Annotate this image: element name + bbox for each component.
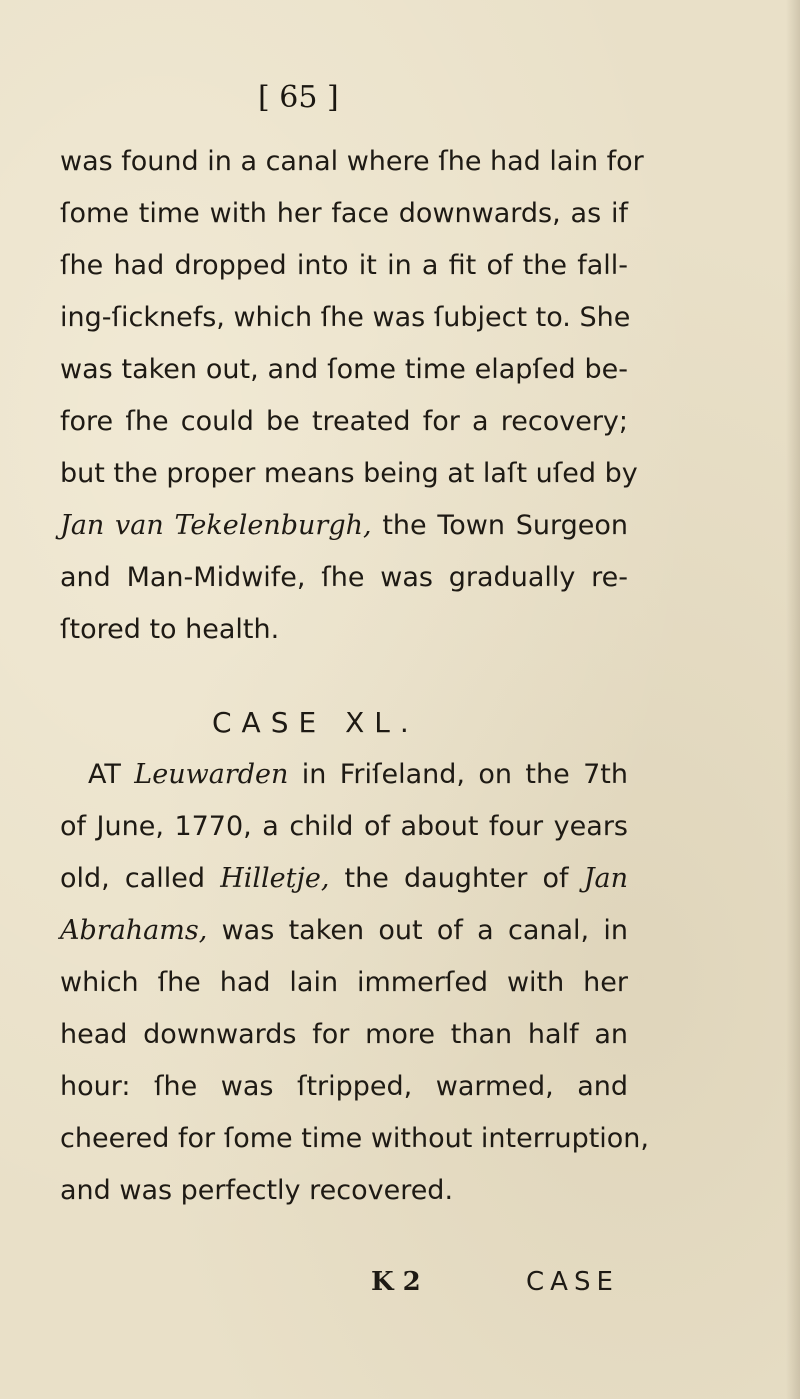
text-fragment: in Friſeland, on the 7th bbox=[288, 759, 628, 790]
text-line bbox=[60, 911, 628, 951]
text-line: but the proper means being at laſt uſed by bbox=[60, 458, 638, 489]
text-line bbox=[88, 755, 628, 795]
page-number: [ 65 ] bbox=[258, 80, 339, 115]
text-line: ſtored to health. bbox=[60, 614, 280, 645]
text-line: was taken out, and ſome time elapſed be- bbox=[60, 354, 628, 385]
text-line: ſhe had dropped into it in a fit of the fall- bbox=[60, 250, 628, 281]
text-fragment: old, called bbox=[60, 863, 221, 894]
text-fragment: AT bbox=[88, 759, 135, 790]
father-surname: Abrahams, bbox=[60, 915, 208, 946]
text-line: ing-ſicknefs, which ſhe was ſubject to. She bbox=[60, 302, 631, 333]
surgeon-name: Jan van Tekelenburgh, bbox=[60, 510, 372, 541]
case-heading: CASE XL. bbox=[212, 706, 419, 739]
text-line: of June, 1770, a child of about four years bbox=[60, 811, 628, 842]
text-line: was found in a canal where ſhe had lain for bbox=[60, 146, 644, 177]
text-line: cheered for ſome time without interruption, bbox=[60, 1123, 650, 1154]
text-line bbox=[60, 859, 628, 899]
text-fragment: the daughter of bbox=[329, 863, 584, 894]
page-header bbox=[0, 78, 800, 122]
text-line: which ſhe had lain immerſed with her bbox=[60, 967, 628, 998]
text-line: fore ſhe could be treated for a recovery; bbox=[60, 406, 628, 437]
text-line: hour: ſhe was ſtripped, warmed, and bbox=[60, 1071, 628, 1102]
child-name: Hilletje, bbox=[220, 863, 330, 894]
text-fragment: the Town Surgeon bbox=[371, 510, 628, 541]
text-line: and was perfectly recovered. bbox=[60, 1175, 454, 1206]
catchword: CASE bbox=[526, 1267, 619, 1297]
signature-mark: K 2 bbox=[371, 1267, 421, 1297]
text-fragment: was taken out of a canal, in bbox=[207, 915, 628, 946]
text-line bbox=[60, 506, 628, 546]
text-line: and Man-Midwife, ſhe was gradually re- bbox=[60, 562, 628, 593]
place-name: Leuwarden bbox=[134, 759, 289, 790]
father-name: Jan bbox=[583, 863, 628, 894]
text-line: head downwards for more than half an bbox=[60, 1019, 628, 1050]
text-line: ſome time with her face downwards, as if bbox=[60, 198, 628, 229]
